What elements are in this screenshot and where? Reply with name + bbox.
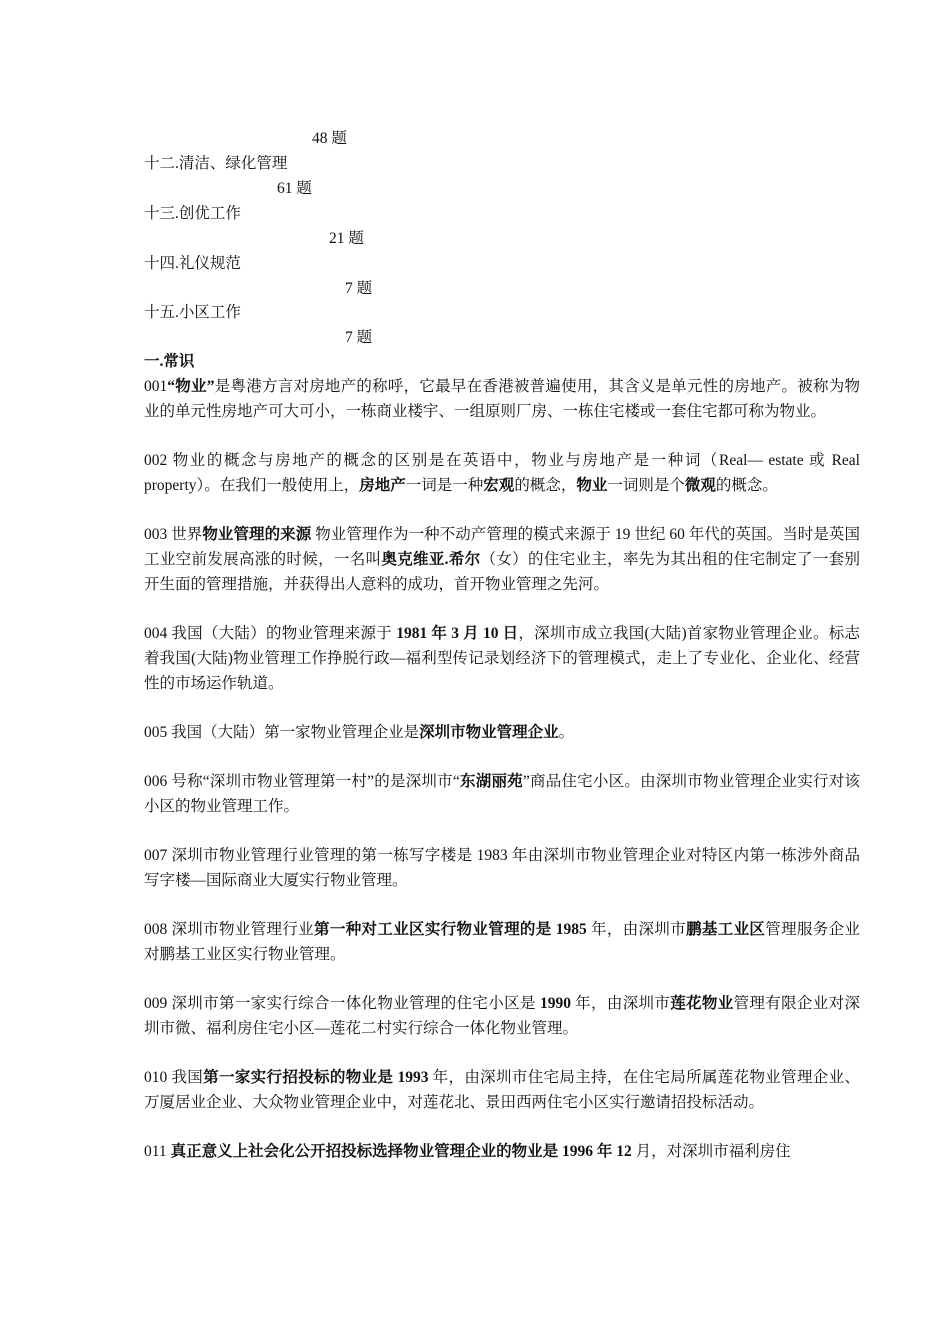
text-run: 月，对深圳市福利房住	[631, 1143, 791, 1160]
bold-text: 房地产	[359, 477, 406, 494]
bold-text: 1981 年 3 月 10 日	[396, 625, 519, 642]
paragraph	[144, 720, 860, 745]
toc-count-13: 21 题	[329, 230, 364, 247]
text-run: 011	[144, 1143, 171, 1160]
text-run: 002 物业的概念与房地产的概念的区别是在英语中，物业与房地产是一种词（Real— estate 或 Real property）。在我们一般使用上，	[144, 452, 860, 494]
paragraph	[144, 991, 860, 1041]
toc-item-14: 十四.礼仪规范	[144, 255, 241, 272]
text-run: 005 我国（大陆）第一家物业管理企业是	[144, 724, 420, 741]
toc-item-13: 十三.创优工作	[144, 205, 241, 222]
text-run: 007 深圳市物业管理行业管理的第一栋写字楼是 1983 年由深圳市物业管理企业对特区内第一栋涉外商品写字楼—国际商业大厦实行物业管理。	[144, 847, 860, 889]
text-run: 。	[558, 724, 575, 741]
bold-text: 微观	[684, 477, 716, 494]
bold-text: “物业”	[167, 378, 215, 395]
text-run: 年，由深圳市住宅局主持，在住宅局所属莲花物业管理企业、万厦居业企业、大众物业管理企业中，对莲花北、景田西两住宅小区实行邀请招投标活动。	[144, 1069, 860, 1111]
paragraph	[144, 843, 860, 893]
text-run: 003 世界	[144, 526, 203, 543]
toc-count-12: 61 题	[277, 180, 312, 197]
text-run: 管理有限企业对深圳市微、福利房住宅小区—莲花二村实行综合一体化物业管理。	[144, 995, 860, 1037]
toc-count-11: 48 题	[312, 130, 347, 147]
paragraph	[144, 448, 860, 498]
text-run: 008 深圳市物业管理行业	[144, 921, 315, 938]
paragraph	[144, 769, 860, 819]
text-run: 009 深圳市第一家实行综合一体化物业管理的住宅小区是	[144, 995, 540, 1012]
paragraph	[144, 621, 860, 696]
text-run: 一词则是个	[607, 477, 685, 494]
bold-text: 物业管理的来源	[202, 526, 312, 543]
bold-text: 物业	[576, 477, 608, 494]
bold-text: 宏观	[483, 477, 515, 494]
text-run: ”商品住宅小区。由深圳市物业管理企业实行对该小区的物业管理工作。	[144, 773, 860, 815]
toc-count-14: 7 题	[345, 280, 373, 297]
bold-text: 真正意义上社会化公开招投标选择物业管理企业的物业是 1996 年 12	[170, 1143, 632, 1160]
paragraph	[144, 522, 860, 597]
text-run: ，深圳市成立我国(大陆)首家物业管理企业。标志着我国(大陆)物业管理工作挣脱行政—福利型传记录划经济下的管理模式，走上了专业化、企业化、经营性的市场运作轨道。	[144, 625, 860, 692]
text-run: 年，由深圳市	[586, 921, 687, 938]
bold-text: 1990	[539, 995, 571, 1012]
text-run: 010 我国	[144, 1069, 204, 1086]
paragraph	[144, 917, 860, 967]
text-run: 的概念。	[715, 477, 778, 494]
paragraph	[144, 1139, 860, 1164]
text-run: 004 我国（大陆）的物业管理来源于	[144, 625, 397, 642]
text-run: 一词是一种	[405, 477, 484, 494]
bold-text: 东湖丽苑	[459, 773, 523, 790]
bold-text: 深圳市物业管理企业	[419, 724, 559, 741]
paragraph	[144, 1065, 860, 1115]
text-run: 物业管理作为一种不动产管理的模式来源于 19 世纪 60 年代的英国。当时是英国工业空前发展高涨的时候，一名叫	[144, 526, 860, 568]
bold-text: 第一家实行招投标的物业是 1993	[203, 1069, 429, 1086]
text-run: 的概念，	[514, 477, 577, 494]
text-run: 管理服务企业对鹏基工业区实行物业管理。	[144, 921, 860, 963]
text-run: 006 号称“深圳市物业管理第一村”的是深圳市“	[144, 773, 460, 790]
bold-text: 第一种对工业区实行物业管理的是 1985	[314, 921, 587, 938]
toc-count-15: 7 题	[345, 329, 373, 346]
bold-text: 莲花物业	[670, 995, 734, 1012]
section-heading: 一.常识	[144, 353, 195, 370]
toc-item-15: 十五.小区工作	[144, 304, 241, 321]
bold-text: 奥克维亚.希尔	[381, 551, 481, 568]
paragraph	[144, 374, 860, 424]
bold-text: 鹏基工业区	[686, 921, 766, 938]
section-content	[144, 374, 860, 1188]
toc-item-12: 十二.清洁、绿化管理	[144, 155, 288, 172]
text-run: 001	[144, 378, 168, 395]
text-run: 是粤港方言对房地产的称呼，它最早在香港被普遍使用，其含义是单元性的房地产。被称为物业的单元性房地产可大可小，一栋商业楼宇、一组原则厂房、一栋住宅楼或一套住宅都可称为物业。	[144, 378, 860, 420]
text-run: 年，由深圳市	[570, 995, 671, 1012]
text-run: （女）的住宅业主，率先为其出租的住宅制定了一套别开生面的管理措施，并获得出人意料的成功，首开物业管理之先河。	[144, 551, 860, 593]
